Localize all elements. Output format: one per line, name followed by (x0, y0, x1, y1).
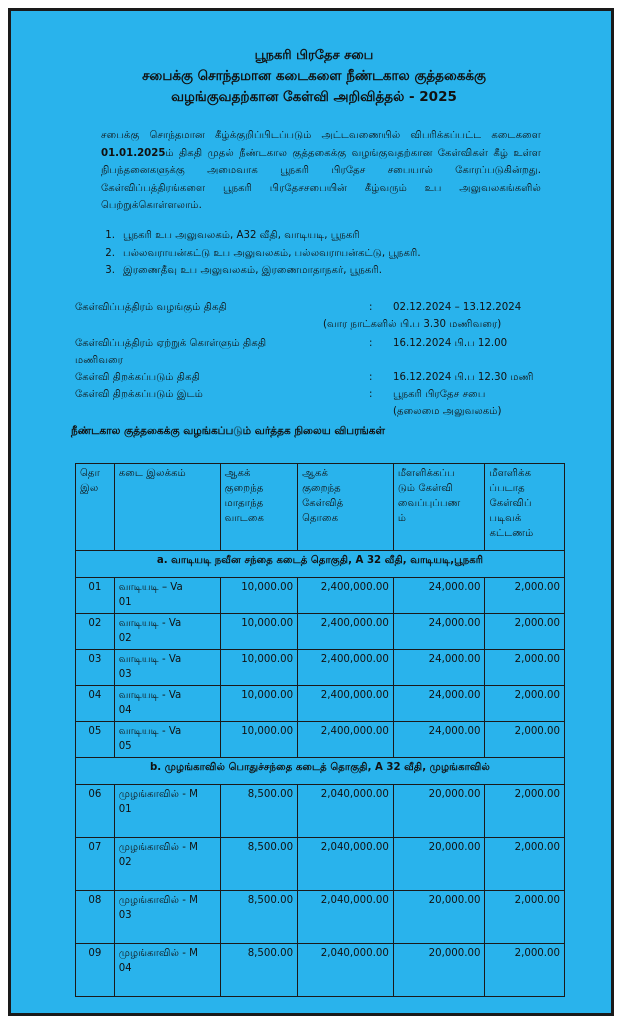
cell-shop: முழங்காவில் - M 01 (114, 785, 220, 838)
open-place-value: பூநகரி பிரதேச சபை (393, 389, 486, 400)
cell-deposit: 24,000.00 (393, 650, 485, 686)
col-header-serial: தொ இல (76, 464, 115, 551)
cell-fee: 2,000.00 (485, 944, 565, 997)
col-header-minimum-bid: ஆகக் குறைந்த கேள்வித் தொகை (298, 464, 394, 551)
accept-date-continuation: மணிவரை (75, 355, 124, 366)
cell-rent: 10,000.00 (220, 650, 297, 686)
notice-title-line2: சபைக்கு சொந்தமான கடைகளை நீண்டகால குத்தகைக்கு (142, 68, 486, 84)
accept-date-label: கேள்விப்பத்திரம் ஏற்றுக் கொள்ளும் திகதி (75, 338, 267, 349)
cell-deposit: 24,000.00 (393, 686, 485, 722)
cell-rent: 10,000.00 (220, 578, 297, 614)
section-row-b (76, 758, 565, 785)
cell-deposit: 24,000.00 (393, 722, 485, 758)
cell-bid: 2,040,000.00 (298, 785, 394, 838)
cell-shop: முழங்காவில் - M 04 (114, 944, 220, 997)
list-item (93, 262, 553, 280)
cell-serial: 05 (76, 722, 115, 758)
cell-shop: வாடியடி – Va 01 (114, 578, 220, 614)
list-item-number: 1. (105, 230, 115, 241)
open-place-label: கேள்வி திறக்கப்படும் இடம் (75, 389, 203, 400)
cell-bid: 2,040,000.00 (298, 944, 394, 997)
col-header-monthly-rent: ஆகக் குறைந்த மாதாந்த வாடகை (220, 464, 297, 551)
cell-fee: 2,000.00 (485, 614, 565, 650)
cell-fee: 2,000.00 (485, 722, 565, 758)
cell-fee: 2,000.00 (485, 785, 565, 838)
list-item (93, 245, 553, 263)
cell-serial: 08 (76, 891, 115, 944)
cell-rent: 10,000.00 (220, 614, 297, 650)
list-item (93, 227, 553, 245)
list-item-text: இரணைதீவு உப அலுவலகம், இரணைமாதாநகர், பூநகரி. (123, 265, 383, 277)
cell-shop: வாடியடி - Va 02 (114, 614, 220, 650)
table-row (76, 578, 565, 614)
cell-serial: 07 (76, 838, 115, 891)
notice-title-line3: வழங்குவதற்கான கேள்வி அறிவித்தல் - 2025 (171, 89, 457, 105)
table-row (76, 891, 565, 944)
issue-date-note: (வார நாட்களில் பி.ப 3.30 மணிவரை) (323, 319, 502, 330)
cell-rent: 8,500.00 (220, 838, 297, 891)
list-item-number: 3. (105, 265, 115, 277)
cell-rent: 10,000.00 (220, 722, 297, 758)
cell-fee: 2,000.00 (485, 578, 565, 614)
cell-bid: 2,040,000.00 (298, 838, 394, 891)
stalls-table (75, 463, 565, 997)
cell-rent: 8,500.00 (220, 785, 297, 838)
col-header-form-fee: மீளளிக்க ப்படாத கேள்விப் படிவக் கட்டணம் (485, 464, 565, 551)
notice-title-council: பூநகரி பிரதேச சபை (254, 48, 374, 63)
cell-rent: 8,500.00 (220, 891, 297, 944)
intro-text-part2: ம் திகதி முதல் நீண்டகால குத்தகைக்கு வழங்குவதற்கான கேள்விகள் கீழ் உள்ள நிபந்தனைகளுக்கு அமைவாக பூநகரி பிரதேச சபையால் கோரப்படுகின்றது. கேள்விப்பத்திரங்களை பூநகரி பிரதேசசபையின் கீழ்வரும் உப அலுவலகங்களில் பெற்றுக்கொள்ளலாம். (101, 147, 541, 212)
cell-bid: 2,400,000.00 (298, 578, 394, 614)
cell-bid: 2,040,000.00 (298, 891, 394, 944)
issue-date-label: கேள்விப்பத்திரம் வழங்கும் திகதி (75, 302, 227, 313)
table-row (76, 650, 565, 686)
open-place-note: (தலைமை அலுவலகம்) (393, 406, 502, 417)
cell-deposit: 20,000.00 (393, 944, 485, 997)
section-row-a (76, 551, 565, 578)
cell-shop: வாடியடி - Va 05 (114, 722, 220, 758)
accept-date-value: 16.12.2024 பி.ப 12.00 (393, 338, 508, 349)
table-row (76, 614, 565, 650)
cell-fee: 2,000.00 (485, 891, 565, 944)
section-title-a: a. வாடியடி நவீன சந்தை கடைத் தொகுதி, A 32 வீதி, வாடியடி,பூநகரி (76, 551, 565, 578)
cell-serial: 04 (76, 686, 115, 722)
table-row (76, 838, 565, 891)
cell-serial: 02 (76, 614, 115, 650)
open-date-label: கேள்வி திறக்கப்படும் திகதி (75, 372, 200, 383)
cell-shop: வாடியடி - Va 03 (114, 650, 220, 686)
table-row (76, 785, 565, 838)
notice-frame (8, 8, 614, 1016)
table-header-row (76, 464, 565, 551)
intro-text-part1: சபைக்கு சொந்தமான கீழ்க்குறிப்பிடப்படும் அட்டவணையில் விபரிக்கப்பட்ட கடைகளை (101, 130, 541, 141)
cell-deposit: 20,000.00 (393, 838, 485, 891)
accept-date-colon: : (369, 338, 373, 349)
cell-bid: 2,400,000.00 (298, 614, 394, 650)
cell-deposit: 24,000.00 (393, 614, 485, 650)
cell-serial: 01 (76, 578, 115, 614)
cell-deposit: 20,000.00 (393, 785, 485, 838)
cell-rent: 10,000.00 (220, 686, 297, 722)
cell-shop: முழங்காவில் - M 03 (114, 891, 220, 944)
cell-bid: 2,400,000.00 (298, 650, 394, 686)
col-header-shop-number: கடை இலக்கம் (114, 464, 220, 551)
open-date-colon: : (369, 372, 373, 383)
intro-paragraph (101, 127, 541, 215)
cell-fee: 2,000.00 (485, 650, 565, 686)
list-item-number: 2. (105, 247, 115, 259)
cell-fee: 2,000.00 (485, 838, 565, 891)
table-row (76, 722, 565, 758)
cell-fee: 2,000.00 (485, 686, 565, 722)
open-place-colon: : (369, 389, 373, 400)
office-list (93, 227, 553, 280)
issue-date-value: 02.12.2024 – 13.12.2024 (393, 302, 522, 313)
cell-serial: 09 (76, 944, 115, 997)
list-item-text: பல்லவராயன்கட்டு உப அலுவலகம், பல்லவராயன்கட்டு, பூநகரி. (123, 247, 421, 259)
cell-serial: 06 (76, 785, 115, 838)
cell-bid: 2,400,000.00 (298, 722, 394, 758)
issue-date-colon: : (369, 302, 373, 313)
cell-rent: 8,500.00 (220, 944, 297, 997)
open-date-value: 16.12.2024 பி.ப 12.30 மணி (393, 372, 534, 383)
table-row (76, 944, 565, 997)
list-item-text: பூநகரி உப அலுவலகம், A32 வீதி, வாடியடி, பூநகரி (123, 230, 360, 241)
section-title-b: b. முழங்காவில் பொதுச்சந்தை கடைத் தொகுதி, A 32 வீதி, முழங்காவில் (76, 758, 565, 785)
table-row (76, 686, 565, 722)
col-header-refundable-deposit: மீளளிக்கப்ப டும் கேள்வி வைப்புப்பண ம் (393, 464, 485, 551)
table-heading: நீண்டகால குத்தகைக்கு வழங்கப்படும் வர்த்தக நிலைய விபரங்கள் (71, 425, 385, 437)
cell-deposit: 20,000.00 (393, 891, 485, 944)
intro-start-date: 01.01.2025 (101, 147, 166, 159)
cell-shop: வாடியடி - Va 04 (114, 686, 220, 722)
cell-serial: 03 (76, 650, 115, 686)
cell-shop: முழங்காவில் - M 02 (114, 838, 220, 891)
cell-bid: 2,400,000.00 (298, 686, 394, 722)
cell-deposit: 24,000.00 (393, 578, 485, 614)
